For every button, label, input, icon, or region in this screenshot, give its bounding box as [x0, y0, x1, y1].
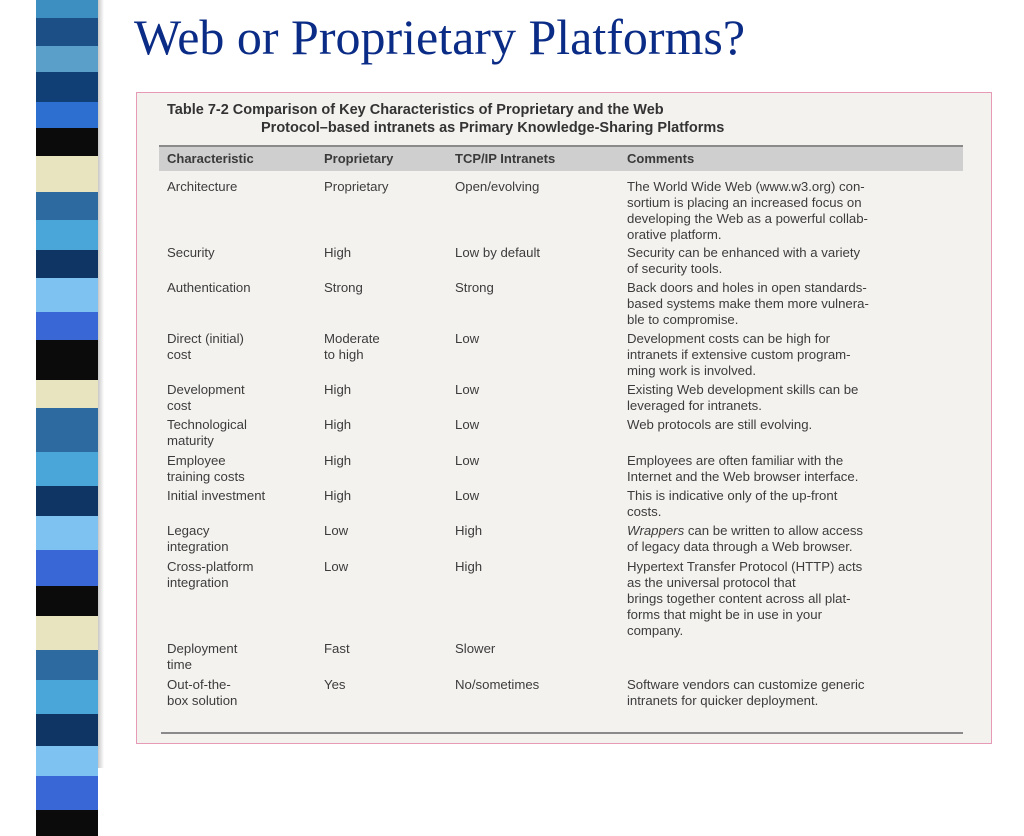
stripe [36, 586, 98, 616]
cell-comments-emphasis: Wrappers [627, 523, 685, 538]
stripe [36, 550, 98, 586]
cell-tcpip: Strong [455, 280, 494, 295]
cell-proprietary: High [324, 245, 352, 260]
cell-tcpip: Low [455, 382, 480, 397]
stripe [36, 156, 98, 192]
cell-comments [627, 523, 972, 555]
cell-proprietary: Low [324, 559, 349, 574]
cell-comments: Development costs can be high for intranets if extensive custom program- ming work is involved. [627, 331, 851, 378]
cell-proprietary: High [324, 382, 352, 397]
stripe [36, 516, 98, 550]
cell-characteristic: Deployment time [167, 641, 238, 672]
table-caption [167, 101, 724, 137]
cell-tcpip: Low [455, 453, 480, 468]
cell-tcpip: Open/evolving [455, 179, 540, 194]
cell-proprietary: Proprietary [324, 179, 389, 194]
header-characteristic: Characteristic [167, 151, 254, 166]
stripe [36, 746, 98, 776]
cell-characteristic: Direct (initial) cost [167, 331, 244, 362]
stripe [36, 192, 98, 220]
cell-tcpip: High [455, 559, 483, 574]
cell-tcpip: Low [455, 488, 480, 503]
cell-comments: Back doors and holes in open standards- based systems make them more vulnera- ble to compromise. [627, 280, 869, 327]
stripe [36, 340, 98, 380]
cell-tcpip: Low [455, 331, 480, 346]
table-header-row [159, 145, 963, 171]
stripe [36, 102, 98, 128]
stripe [36, 650, 98, 680]
cell-characteristic: Cross-platform integration [167, 559, 254, 590]
cell-characteristic: Out-of-the- box solution [167, 677, 238, 708]
stripe [36, 312, 98, 340]
cell-comments: Employees are often familiar with the Internet and the Web browser interface. [627, 453, 859, 484]
scanned-table-image [136, 92, 992, 744]
table-bottom-rule [161, 732, 963, 734]
cell-characteristic: Legacy integration [167, 523, 229, 554]
cell-proprietary: High [324, 417, 352, 432]
cell-characteristic: Initial investment [167, 488, 266, 503]
cell-proprietary: Moderate to high [324, 331, 380, 362]
cell-tcpip: Low [455, 417, 480, 432]
table-caption-line2: Protocol–based intranets as Primary Knowledge-Sharing Platforms [261, 120, 725, 136]
cell-proprietary: Fast [324, 641, 350, 656]
cell-comments: Software vendors can customize generic intranets for quicker deployment. [627, 677, 865, 708]
stripe [36, 486, 98, 516]
cell-proprietary: High [324, 453, 352, 468]
table-caption-line1: Table 7-2 Comparison of Key Characteristics of Proprietary and the Web [167, 102, 664, 118]
stripe [36, 18, 98, 46]
stripe [36, 408, 98, 452]
stripe [36, 72, 98, 102]
cell-comments: Security can be enhanced with a variety of security tools. [627, 245, 861, 276]
cell-proprietary: Low [324, 523, 349, 538]
cell-tcpip: Slower [455, 641, 496, 656]
stripe [36, 0, 98, 18]
cell-tcpip: No/sometimes [455, 677, 540, 692]
header-proprietary: Proprietary [324, 151, 394, 166]
stripe [36, 250, 98, 278]
cell-characteristic: Authentication [167, 280, 251, 295]
stripe [36, 278, 98, 312]
cell-proprietary: Strong [324, 280, 363, 295]
cell-characteristic: Employee training costs [167, 453, 245, 484]
cell-characteristic: Architecture [167, 179, 238, 194]
cell-comments-text: can be written to allow access of legacy data through a Web browser. [627, 523, 864, 554]
stripe [36, 714, 98, 746]
cell-proprietary: Yes [324, 677, 346, 692]
stripe [36, 452, 98, 486]
decorative-stripe-bar [36, 0, 98, 768]
cell-comments: Web protocols are still evolving. [627, 417, 813, 432]
cell-comments: This is indicative only of the up-front costs. [627, 488, 838, 519]
stripe-shadow [98, 0, 104, 768]
cell-characteristic: Technological maturity [167, 417, 247, 448]
stripe [36, 46, 98, 72]
cell-characteristic: Security [167, 245, 215, 260]
stripe [36, 128, 98, 156]
cell-comments: Existing Web development skills can be leveraged for intranets. [627, 382, 859, 413]
stripe [36, 810, 98, 836]
header-comments: Comments [627, 151, 695, 166]
cell-characteristic: Development cost [167, 382, 245, 413]
cell-proprietary: High [324, 488, 352, 503]
cell-tcpip: High [455, 523, 483, 538]
stripe [36, 380, 98, 408]
stripe [36, 776, 98, 810]
stripe [36, 616, 98, 650]
slide-title: Web or Proprietary Platforms? [134, 9, 746, 65]
cell-comments: Hypertext Transfer Protocol (HTTP) acts as the universal protocol that brings together content across all plat- forms that might be in use in your company. [627, 559, 863, 638]
header-tcpip-intranets: TCP/IP Intranets [455, 151, 556, 166]
cell-comments: The World Wide Web (www.w3.org) con- sortium is placing an increased focus on developing the Web as a powerful collab- orative platform. [627, 179, 868, 242]
stripe [36, 680, 98, 714]
stripe [36, 220, 98, 250]
cell-tcpip: Low by default [455, 245, 541, 260]
